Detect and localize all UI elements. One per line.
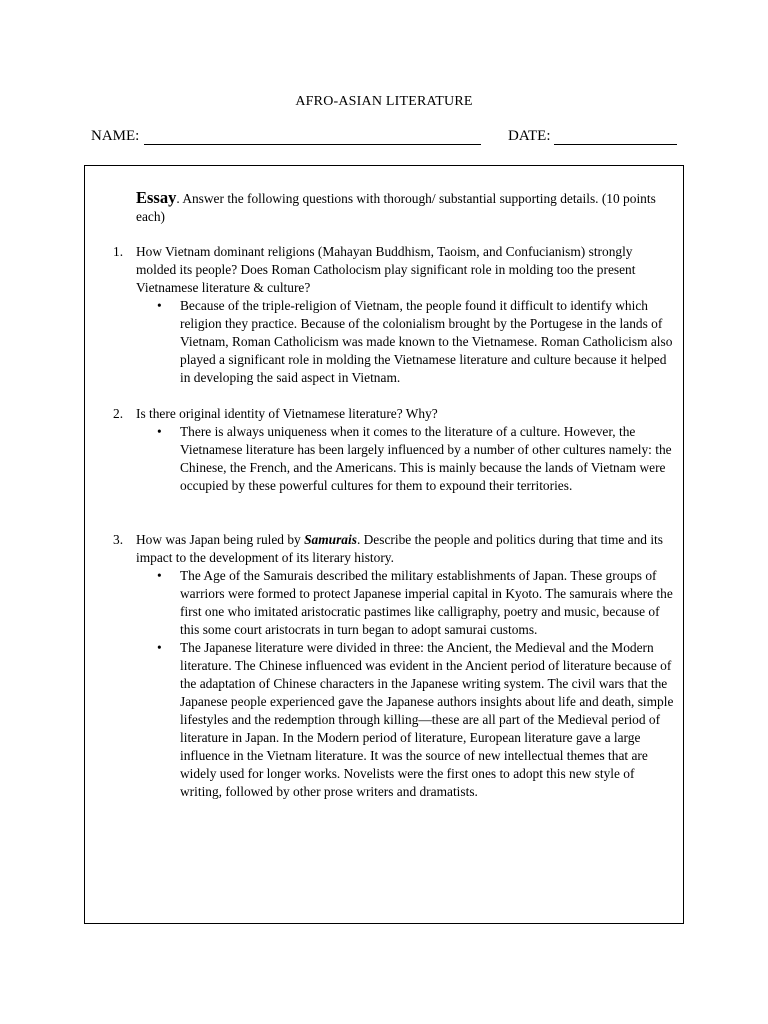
question-text-part: How was Japan being ruled by — [136, 532, 305, 547]
date-label: DATE: — [508, 128, 551, 144]
question-2 — [113, 405, 675, 495]
question-text — [136, 531, 675, 567]
question-text: How Vietnam dominant religions (Mahayan Buddhism, Taoism, and Confucianism) strongly molded its people? Does Roman Catholocism play significant role in molding too the present Vietnamese literature & culture? — [136, 244, 636, 295]
question-number: 3. — [113, 532, 124, 547]
answer-text: Because of the triple-religion of Vietnam, the people found it difficult to identify which religion they practice. Because of the colonialism brought by the Portugese in the lands of Vietnam, Roman Catholicism was made known to the Vietnamese. Roman Catholicism also played a significant role in molding the Vietnamese literature and culture because it helped in developing the said aspect in Vietnam. — [180, 298, 673, 385]
answer-item — [157, 297, 675, 387]
answer-list — [157, 423, 675, 495]
question-1 — [113, 243, 675, 387]
answer-list — [157, 567, 675, 801]
question-text-part: . Describe the people and politics during that time and its impact to the development of its literary history. — [136, 532, 663, 565]
bullet-icon: • — [157, 568, 162, 583]
answer-text: There is always uniqueness when it comes to the literature of a culture. However, the Vietnamese literature has been largely influenced by a number of other cultures namely: the Chinese, the French, and the Americans. This is mainly because the lands of Vietnam were occupied by these powerful cultures for them to expound their territories. — [180, 424, 672, 493]
answer-item — [157, 567, 675, 639]
answer-list — [157, 297, 675, 387]
essay-instructions — [136, 189, 676, 226]
question-number: 1. — [113, 244, 124, 259]
question-number: 2. — [113, 406, 124, 421]
essay-instructions-text: . Answer the following questions with thorough/ substantial supporting details. (10 points each) — [136, 191, 656, 224]
question-3 — [113, 531, 675, 801]
date-blank-line[interactable] — [554, 144, 677, 145]
answer-item — [157, 639, 675, 801]
document-title: AFRO-ASIAN LITERATURE — [295, 94, 473, 109]
bullet-icon: • — [157, 424, 162, 439]
bullet-icon: • — [157, 640, 162, 655]
answer-item — [157, 423, 675, 495]
question-text: Is there original identity of Vietnamese literature? Why? — [136, 406, 438, 421]
answer-text: The Age of the Samurais described the military establishments of Japan. These groups of warriors were formed to protect Japanese imperial capital in Kyoto. The samurais where the first one who imitated aristocratic pastimes like calligraphy, poetry and music, because of this some court aristocrats in turn began to adopt samurai customs. — [180, 568, 673, 637]
name-blank-line[interactable] — [144, 144, 481, 145]
essay-box — [84, 165, 684, 924]
essay-heading: Essay — [136, 188, 177, 207]
bullet-icon: • — [157, 298, 162, 313]
name-label: NAME: — [91, 128, 140, 144]
answer-text: The Japanese literature were divided in three: the Ancient, the Medieval and the Modern literature. The Chinese influenced was evident in the Ancient period of literature because of the adaptation of Chinese characters in the Japanese writing system. The civil wars that the Japanese people experienced gave the Japanese authors insights about life and death, simple lifestyles and the redemption through killing—these are all part of the Medieval period of literature in Japan. In the Modern period of literature, European literature gave a large influence in the Vietnam literature. It was the source of new intellectual themes that are widely used for longer works. Novelists were the first ones to adopt this new style of writing, followed by other prose writers and dramatists. — [180, 640, 674, 799]
question-emphasis: Samurais — [304, 532, 357, 547]
